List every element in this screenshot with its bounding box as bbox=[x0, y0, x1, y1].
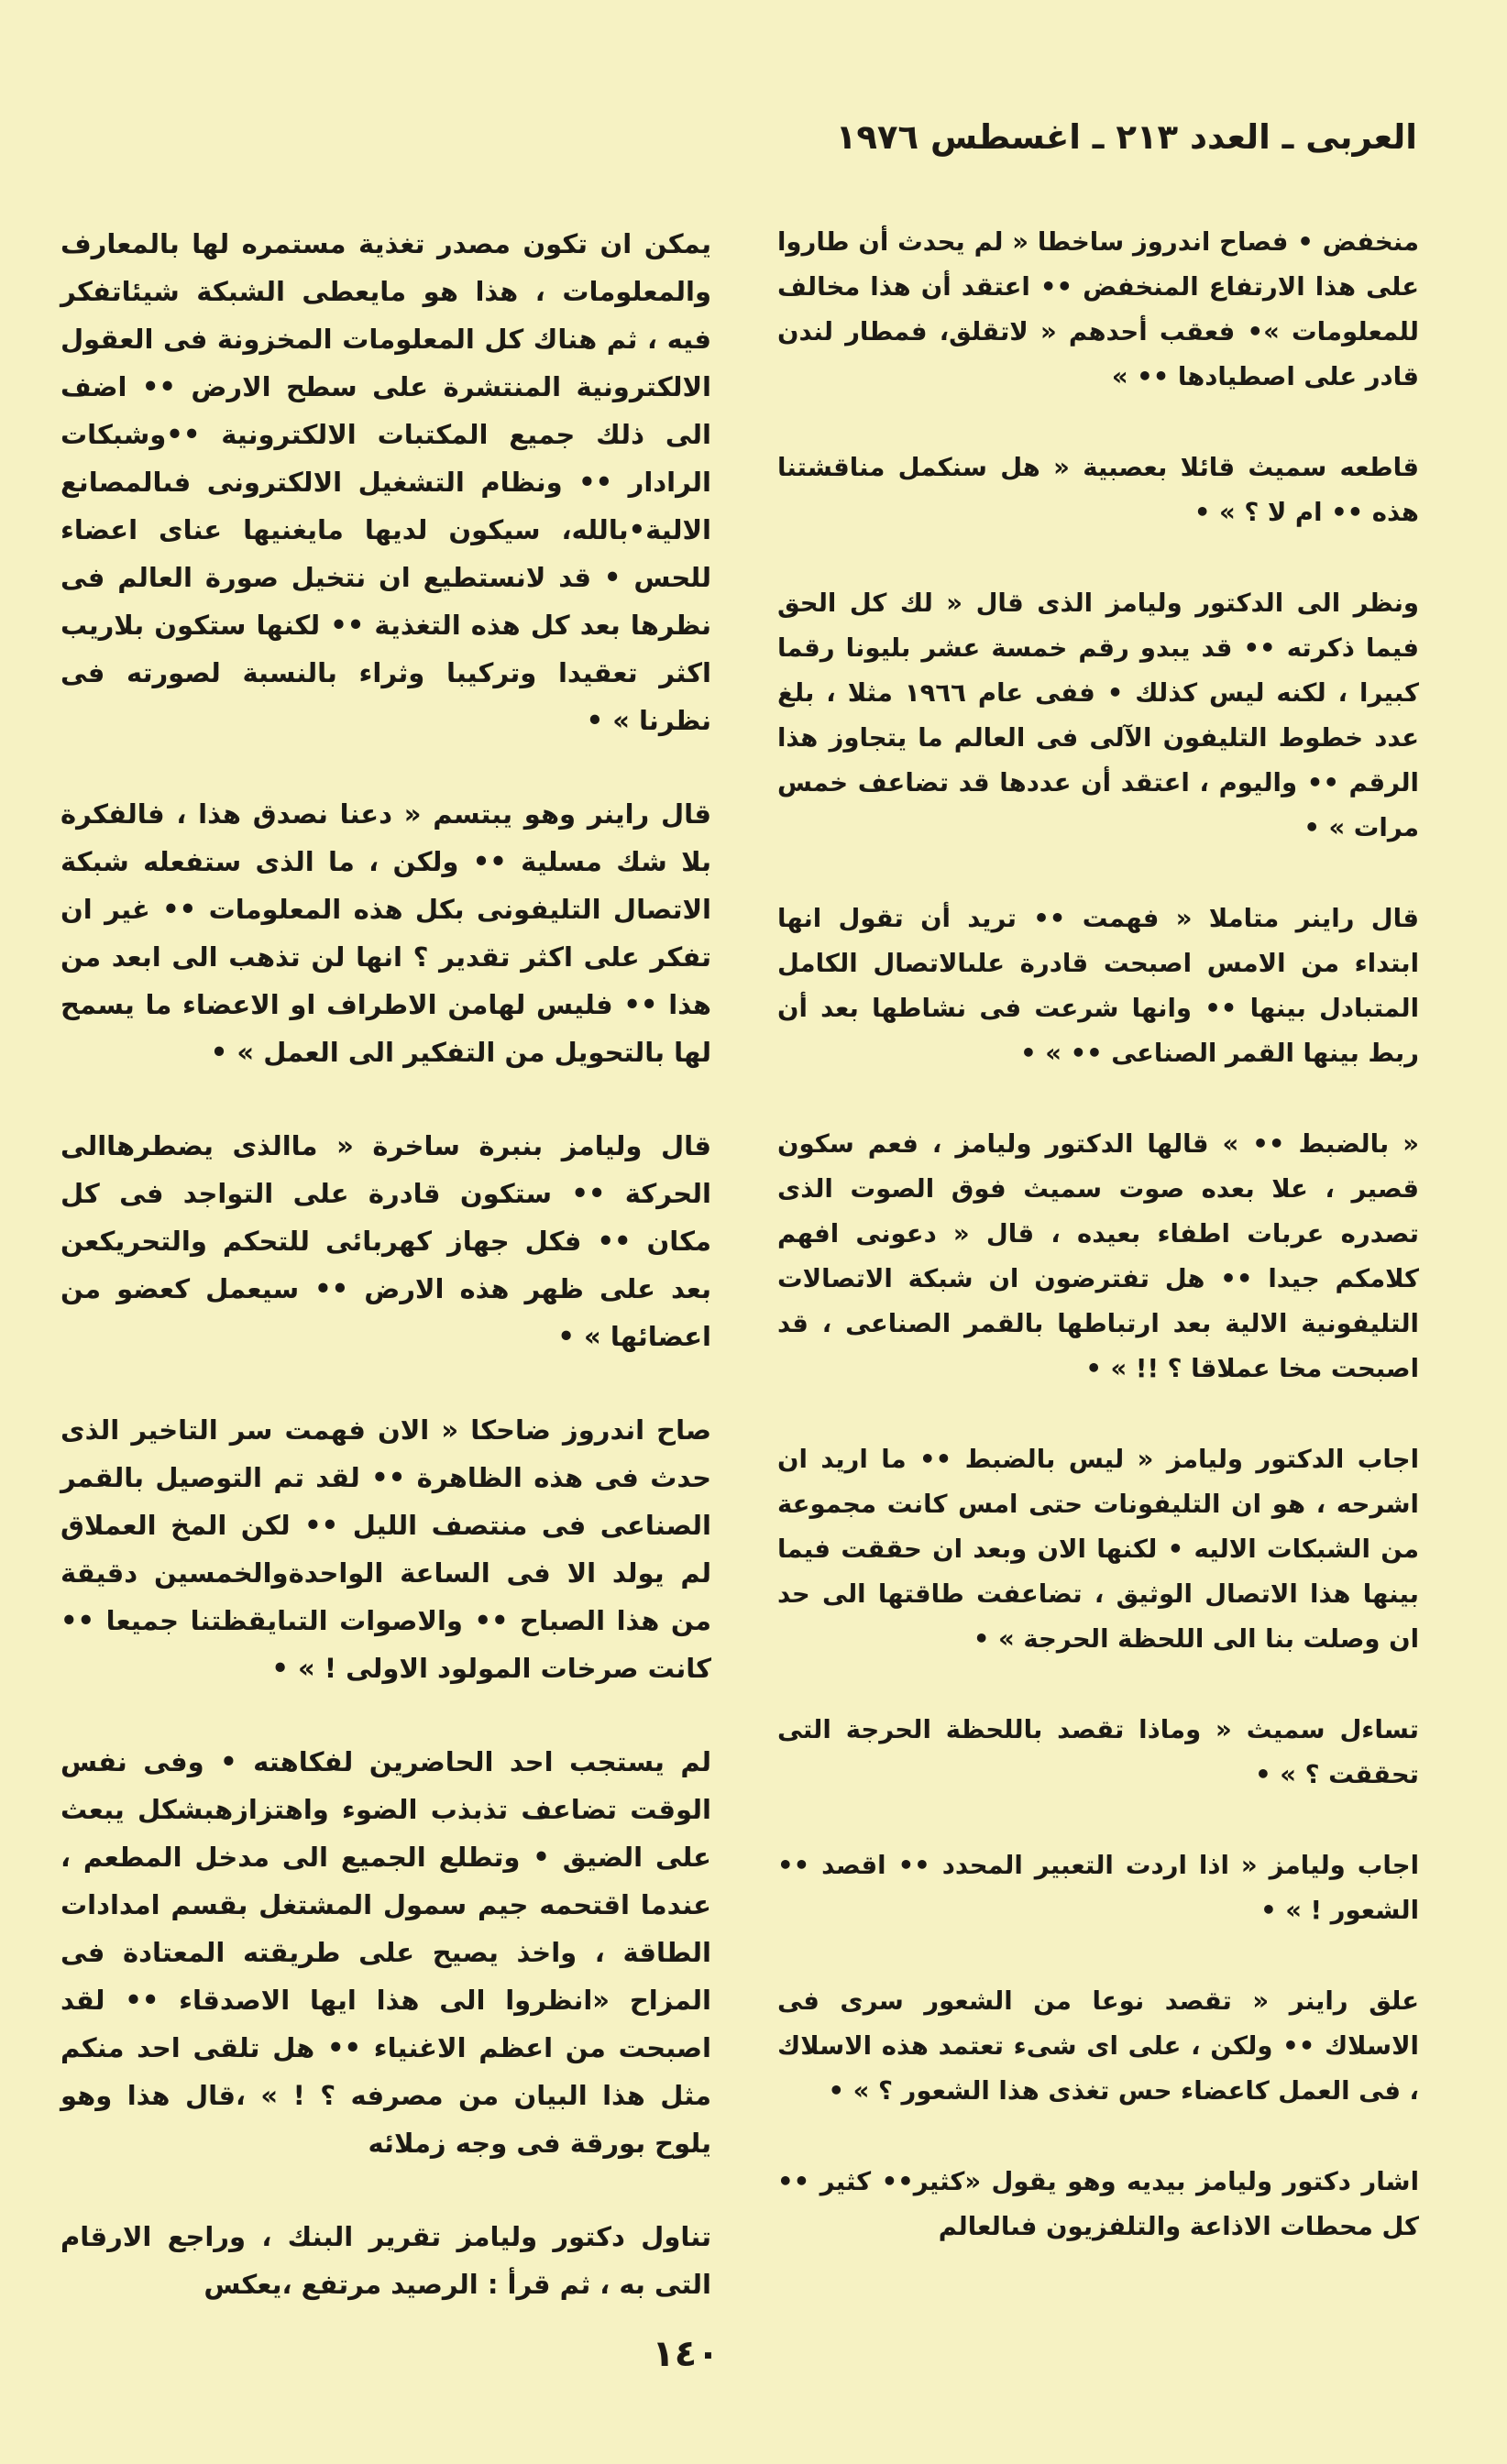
paragraph: اشار دكتور وليامز بيديه وهو يقول «كثير•• كثير •• كل محطات الاذاعة والتلفزيون فىالعالم bbox=[777, 2167, 1419, 2241]
paragraph: علق راينر « تقصد نوعا من الشعور سرى فى الاسلاك •• ولكن ، على اى شىء تعتمد هذه الاسلاك ، فى العمل كاعضاء حس تغذى هذا الشعور ؟ » • bbox=[777, 1986, 1419, 2106]
paragraph: تساءل سميث « وماذا تقصد باللحظة الحرجة التى تحققت ؟ » • bbox=[777, 1715, 1419, 1789]
paragraph: اجاب الدكتور وليامز « ليس بالضبط •• ما اريد ان اشرحه ، هو ان التليفونات حتى امس كانت مجموعة من الشبكات الاليه • لكنها الان وبعد ان حققت فيما بينها هذا الاتصال الوثيق ، تضاعفت طاقتها الى حد ان وصلت بنا الى اللحظة الحرجة » • bbox=[777, 1445, 1419, 1654]
paragraph: قاطعه سميث قائلا بعصبية « هل سنكمل مناقشتنا هذه •• ام لا ؟ » • bbox=[777, 453, 1419, 527]
paragraph: « بالضبط •• » قالها الدكتور وليامز ، فعم سكون قصير ، علا بعده صوت سميث فوق الصوت الذى تصدره عربات اطفاء بعيده ، قال « دعونى افهم كلامكم جيدا •• هل تفترضون ان شبكة الاتصالات التليفونية الالية بعد ارتباطها بالقمر الصناعى ، قد اصبحت مخا عملاقا ؟ !! » • bbox=[777, 1129, 1419, 1383]
paragraph: يمكن ان تكون مصدر تغذية مستمره لها بالمعارف والمعلومات ، هذا هو مايعطى الشبكة شيئاتفكر فيه ، ثم هناك كل المعلومات المخزونة فى العقول الالكترونية المنتشرة على سطح الارض •• اضف الى ذلك جميع المكتبات الالكترونية ••وشبكات الرادار •• ونظام التشغيل الالكترونى فىالمصانع الالية•بالله، سيكون لديها مايغنيها عناى اعضاء للحس • قد لانستطيع ان نتخيل صورة العالم فى نظرها بعد كل هذه التغذية •• لكنها ستكون بلاريب اكثر تعقيدا وتركيبا وثراء بالنسبة لصورته فى نظرنا » • bbox=[60, 228, 711, 736]
paragraph: قال راينر وهو يبتسم « دعنا نصدق هذا ، فالفكرة بلا شك مسلية •• ولكن ، ما الذى ستفعله شبكة الاتصال التليفونى بكل هذه المعلومات •• غير ان تفكر على اكثر تقدير ؟ انها لن تذهب الى ابعد من هذا •• فليس لهامن الاطراف او الاعضاء ما يسمح لها بالتحويل من التفكير الى العمل » • bbox=[60, 798, 711, 1068]
paragraph: لم يستجب احد الحاضرين لفكاهته • وفى نفس الوقت تضاعف تذبذب الضوء واهتزازهبشكل يبعث على الضيق • وتطلع الجميع الى مدخل المطعم ، عندما اقتحمه جيم سمول المشتغل بقسم امدادات الطاقة ، واخذ يصيح على طريقته المعتادة فى المزاح «انظروا الى هذا ايها الاصدقاء •• لقد اصبحت من اعظم الاغنياء •• هل تلقى احد منكم مثل هذا البيان من مصرفه ؟ ! » ،قال هذا وهو يلوح بورقة فى وجه زملائه bbox=[60, 1746, 711, 2159]
paragraph: تناول دكتور وليامز تقرير البنك ، وراجع الارقام التى به ، ثم قرأ : الرصيد مرتفع ،يعكس bbox=[60, 2221, 711, 2300]
paragraph: اجاب وليامز « اذا اردت التعبير المحدد •• اقصد •• الشعور ! » • bbox=[777, 1851, 1419, 1925]
paragraph: ونظر الى الدكتور وليامز الذى قال « لك كل الحق فيما ذكرته •• قد يبدو رقم خمسة عشر بليونا رقما كبيرا ، لكنه ليس كذلك • ففى عام ١٩٦٦ مثلا ، بلغ عدد خطوط التليفون الآلى فى العالم ما يتجاوز هذا الرقم •• واليوم ، اعتقد أن عددها قد تضاعف خمس مرات » • bbox=[777, 588, 1420, 842]
paragraph: قال وليامز بنبرة ساخرة « ماالذى يضطرهاالى الحركة •• ستكون قادرة على التواجد فى كل مكان •• فكل جهاز كهربائى للتحكم والتحريكعن بعد على ظهر هذه الارض •• سيعمل كعضو من اعضائها » • bbox=[60, 1130, 711, 1352]
running-head: العربى ـ العدد ٢١٣ ـ اغسطس ١٩٧٦ bbox=[835, 117, 1417, 157]
paragraph: صاح اندروز ضاحكا « الان فهمت سر التاخير الذى حدث فى هذه الظاهرة •• لقد تم التوصيل بالقمر الصناعى فى منتصف الليل •• لكن المخ العملاق لم يولد الا فى الساعة الواحدةوالخمسين دقيقة من هذا الصباح •• والاصوات التىايقظتنا جميعا •• كانت صرخات المولود الاولى ! » • bbox=[60, 1414, 711, 1684]
page-number: ١٤٠ bbox=[652, 2333, 720, 2375]
right-column bbox=[777, 220, 1419, 2250]
left-column bbox=[60, 220, 711, 2308]
paragraph: منخفض • فصاح اندروز ساخطا « لم يحدث أن طاروا على هذا الارتفاع المنخفض •• اعتقد أن هذا مخالف للمعلومات »• فعقب أحدهم « لاتقلق، فمطار لندن قادر على اصطيادها •• » bbox=[777, 227, 1419, 391]
paragraph: قال راينر متاملا « فهمت •• تريد أن تقول انها ابتداء من الامس اصبحت قادرة علىالاتصال الكامل المتبادل بينها •• وانها شرعت فى نشاطها بعد أن ربط بينها القمر الصناعى •• » • bbox=[777, 904, 1419, 1068]
